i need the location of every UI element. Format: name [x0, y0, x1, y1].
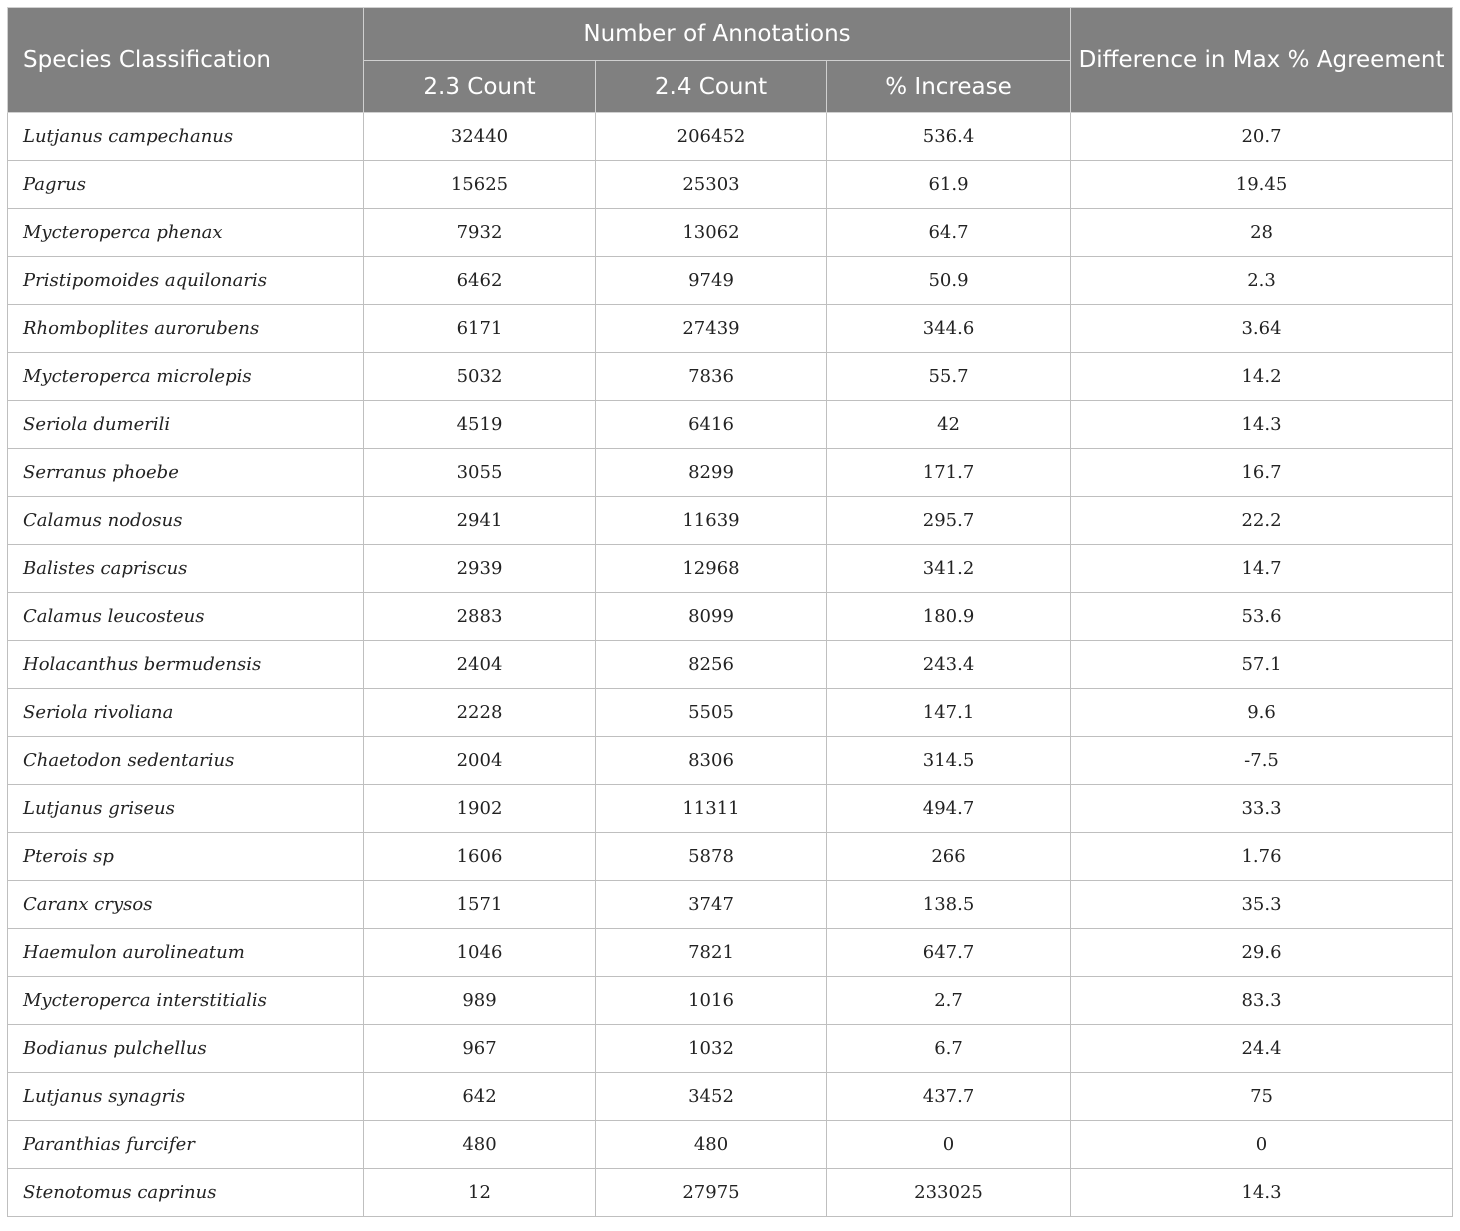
difference-cell: 16.7 — [1071, 449, 1453, 497]
count-23-cell: 15625 — [364, 161, 596, 209]
difference-cell: 14.7 — [1071, 545, 1453, 593]
count-23-cell: 32440 — [364, 113, 596, 161]
table-header — [8, 8, 1453, 113]
percent-increase-cell: 243.4 — [827, 641, 1071, 689]
percent-increase-cell: 2.7 — [827, 977, 1071, 1025]
count-24-cell: 11639 — [596, 497, 827, 545]
count-23-cell: 989 — [364, 977, 596, 1025]
table-row — [8, 353, 1453, 401]
table-row — [8, 833, 1453, 881]
count-24-header: 2.4 Count — [596, 61, 827, 113]
species-cell: Chaetodon sedentarius — [8, 737, 364, 785]
count-23-cell: 480 — [364, 1121, 596, 1169]
percent-increase-cell: 536.4 — [827, 113, 1071, 161]
species-cell: Haemulon aurolineatum — [8, 929, 364, 977]
difference-cell: 19.45 — [1071, 161, 1453, 209]
count-23-cell: 12 — [364, 1169, 596, 1217]
percent-increase-cell: 50.9 — [827, 257, 1071, 305]
count-24-cell: 13062 — [596, 209, 827, 257]
percent-increase-cell: 61.9 — [827, 161, 1071, 209]
difference-cell: 53.6 — [1071, 593, 1453, 641]
difference-cell: 9.6 — [1071, 689, 1453, 737]
difference-cell: 33.3 — [1071, 785, 1453, 833]
table-row — [8, 497, 1453, 545]
difference-cell: 3.64 — [1071, 305, 1453, 353]
count-24-cell: 11311 — [596, 785, 827, 833]
difference-cell: 29.6 — [1071, 929, 1453, 977]
table-row — [8, 689, 1453, 737]
species-cell: Mycteroperca microlepis — [8, 353, 364, 401]
table-row — [8, 257, 1453, 305]
count-23-cell: 1046 — [364, 929, 596, 977]
table-row — [8, 449, 1453, 497]
difference-cell: -7.5 — [1071, 737, 1453, 785]
species-cell: Pristipomoides aquilonaris — [8, 257, 364, 305]
species-cell: Bodianus pulchellus — [8, 1025, 364, 1073]
species-cell: Lutjanus campechanus — [8, 113, 364, 161]
table-row — [8, 401, 1453, 449]
difference-cell: 24.4 — [1071, 1025, 1453, 1073]
species-cell: Lutjanus griseus — [8, 785, 364, 833]
difference-cell: 14.2 — [1071, 353, 1453, 401]
difference-cell: 2.3 — [1071, 257, 1453, 305]
percent-increase-cell: 494.7 — [827, 785, 1071, 833]
table-row — [8, 785, 1453, 833]
count-24-cell: 5505 — [596, 689, 827, 737]
percent-increase-cell: 147.1 — [827, 689, 1071, 737]
count-24-cell: 7821 — [596, 929, 827, 977]
species-cell: Paranthias furcifer — [8, 1121, 364, 1169]
table-row — [8, 881, 1453, 929]
percent-increase-cell: 233025 — [827, 1169, 1071, 1217]
difference-cell: 28 — [1071, 209, 1453, 257]
count-23-cell: 4519 — [364, 401, 596, 449]
count-23-cell: 6171 — [364, 305, 596, 353]
count-24-cell: 3452 — [596, 1073, 827, 1121]
percent-increase-header: % Increase — [827, 61, 1071, 113]
species-cell: Serranus phoebe — [8, 449, 364, 497]
percent-increase-cell: 171.7 — [827, 449, 1071, 497]
species-cell: Mycteroperca interstitialis — [8, 977, 364, 1025]
count-24-cell: 8299 — [596, 449, 827, 497]
difference-cell: 35.3 — [1071, 881, 1453, 929]
difference-cell: 1.76 — [1071, 833, 1453, 881]
percent-increase-cell: 0 — [827, 1121, 1071, 1169]
count-24-cell: 480 — [596, 1121, 827, 1169]
count-24-cell: 7836 — [596, 353, 827, 401]
difference-cell: 0 — [1071, 1121, 1453, 1169]
count-23-header: 2.3 Count — [364, 61, 596, 113]
count-23-cell: 1902 — [364, 785, 596, 833]
difference-cell: 83.3 — [1071, 977, 1453, 1025]
difference-cell: 14.3 — [1071, 1169, 1453, 1217]
count-24-cell: 1032 — [596, 1025, 827, 1073]
table-row — [8, 1073, 1453, 1121]
percent-increase-cell: 295.7 — [827, 497, 1071, 545]
count-24-cell: 8256 — [596, 641, 827, 689]
difference-cell: 14.3 — [1071, 401, 1453, 449]
percent-increase-cell: 6.7 — [827, 1025, 1071, 1073]
table-row — [8, 737, 1453, 785]
count-23-cell: 2941 — [364, 497, 596, 545]
table-row — [8, 1025, 1453, 1073]
difference-cell: 20.7 — [1071, 113, 1453, 161]
species-cell: Seriola rivoliana — [8, 689, 364, 737]
table-row — [8, 977, 1453, 1025]
percent-increase-cell: 647.7 — [827, 929, 1071, 977]
difference-cell: 57.1 — [1071, 641, 1453, 689]
percent-increase-cell: 42 — [827, 401, 1071, 449]
count-23-cell: 2404 — [364, 641, 596, 689]
count-23-cell: 2939 — [364, 545, 596, 593]
count-23-cell: 642 — [364, 1073, 596, 1121]
count-24-cell: 3747 — [596, 881, 827, 929]
percent-increase-cell: 314.5 — [827, 737, 1071, 785]
number-of-annotations-header: Number of Annotations — [364, 8, 1071, 61]
count-24-cell: 9749 — [596, 257, 827, 305]
table-row — [8, 545, 1453, 593]
species-classification-header: Species Classification — [8, 8, 364, 113]
count-24-cell: 27439 — [596, 305, 827, 353]
species-cell: Balistes capriscus — [8, 545, 364, 593]
difference-cell: 75 — [1071, 1073, 1453, 1121]
count-24-cell: 8099 — [596, 593, 827, 641]
count-23-cell: 5032 — [364, 353, 596, 401]
percent-increase-cell: 55.7 — [827, 353, 1071, 401]
percent-increase-cell: 266 — [827, 833, 1071, 881]
count-23-cell: 2004 — [364, 737, 596, 785]
table-row — [8, 161, 1453, 209]
count-23-cell: 6462 — [364, 257, 596, 305]
count-23-cell: 2883 — [364, 593, 596, 641]
table-row — [8, 1121, 1453, 1169]
count-23-cell: 1606 — [364, 833, 596, 881]
percent-increase-cell: 437.7 — [827, 1073, 1071, 1121]
table-row — [8, 593, 1453, 641]
table-row — [8, 209, 1453, 257]
table-body — [8, 113, 1453, 1217]
species-cell: Holacanthus bermudensis — [8, 641, 364, 689]
count-23-cell: 3055 — [364, 449, 596, 497]
count-24-cell: 6416 — [596, 401, 827, 449]
count-24-cell: 12968 — [596, 545, 827, 593]
count-23-cell: 7932 — [364, 209, 596, 257]
count-24-cell: 27975 — [596, 1169, 827, 1217]
species-cell: Seriola dumerili — [8, 401, 364, 449]
count-24-cell: 5878 — [596, 833, 827, 881]
percent-increase-cell: 180.9 — [827, 593, 1071, 641]
table-row — [8, 1169, 1453, 1217]
species-cell: Pagrus — [8, 161, 364, 209]
table-row — [8, 929, 1453, 977]
table-row — [8, 641, 1453, 689]
percent-increase-cell: 344.6 — [827, 305, 1071, 353]
species-cell: Mycteroperca phenax — [8, 209, 364, 257]
species-cell: Rhomboplites aurorubens — [8, 305, 364, 353]
count-24-cell: 8306 — [596, 737, 827, 785]
difference-cell: 22.2 — [1071, 497, 1453, 545]
count-24-cell: 25303 — [596, 161, 827, 209]
species-cell: Calamus leucosteus — [8, 593, 364, 641]
count-23-cell: 1571 — [364, 881, 596, 929]
count-23-cell: 2228 — [364, 689, 596, 737]
percent-increase-cell: 138.5 — [827, 881, 1071, 929]
species-cell: Stenotomus caprinus — [8, 1169, 364, 1217]
species-cell: Caranx crysos — [8, 881, 364, 929]
species-cell: Pterois sp — [8, 833, 364, 881]
count-23-cell: 967 — [364, 1025, 596, 1073]
count-24-cell: 1016 — [596, 977, 827, 1025]
annotations-table — [7, 7, 1453, 1217]
table-row — [8, 113, 1453, 161]
count-24-cell: 206452 — [596, 113, 827, 161]
difference-max-agreement-header: Difference in Max % Agreement — [1071, 8, 1453, 113]
species-cell: Lutjanus synagris — [8, 1073, 364, 1121]
percent-increase-cell: 341.2 — [827, 545, 1071, 593]
percent-increase-cell: 64.7 — [827, 209, 1071, 257]
species-cell: Calamus nodosus — [8, 497, 364, 545]
table-row — [8, 305, 1453, 353]
